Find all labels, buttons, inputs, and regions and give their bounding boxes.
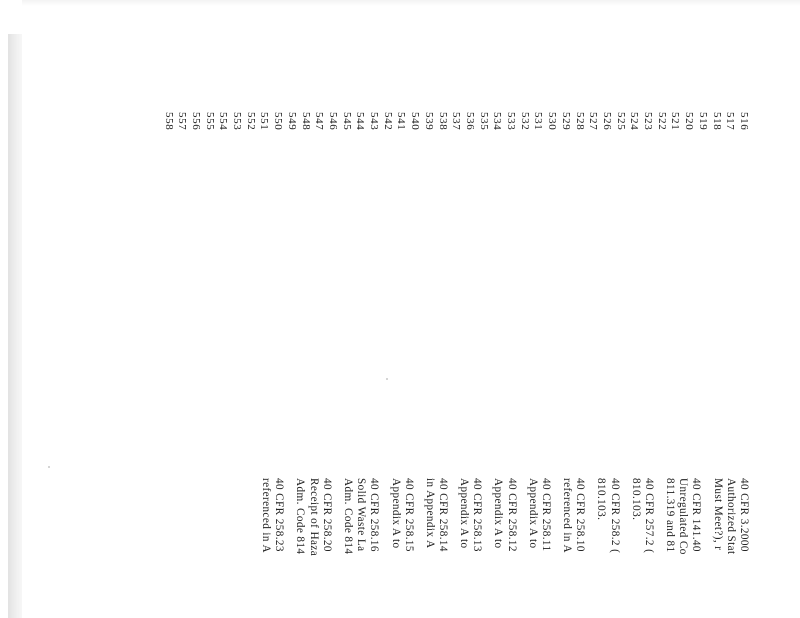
line-number: 549: [285, 112, 298, 131]
line-number: 522: [655, 112, 668, 131]
line-number: 520: [683, 112, 696, 131]
line-number: 536: [464, 112, 476, 131]
line-number: 526: [601, 112, 613, 131]
line-number: 543: [368, 112, 381, 131]
citation-line: 40 CFR 258.2 (: [608, 478, 621, 554]
line-number: 516: [738, 112, 750, 131]
line-number: 552: [244, 112, 257, 131]
citation-line: Appendix A to: [389, 478, 402, 549]
citation-line: 810.103.: [629, 478, 642, 521]
line-number: 532: [518, 112, 531, 131]
line-number: 547: [313, 112, 326, 131]
citation-line: 40 CFR 3.2000: [738, 478, 750, 552]
line-number: 530: [546, 112, 559, 131]
line-number: 548: [299, 112, 312, 131]
line-number: 527: [587, 112, 600, 131]
line-number: 550: [272, 112, 285, 131]
citation-line: Unregulated Co: [677, 478, 690, 555]
line-number: 541: [395, 112, 408, 131]
citation-line: Appendix A to: [526, 478, 539, 549]
citation-line: 40 CFR 258.11: [540, 478, 552, 552]
line-number: 555: [203, 112, 216, 131]
citation-line: Authorized Stat: [724, 478, 737, 555]
line-number: 523: [642, 112, 655, 131]
line-number: 553: [231, 112, 244, 131]
line-number: 533: [505, 112, 518, 131]
line-number: 529: [559, 112, 572, 131]
citation-line: 810.103.: [595, 478, 608, 521]
line-number: 528: [573, 112, 586, 131]
citation-line: Must Meet?), r: [711, 478, 724, 551]
line-number: 539: [422, 112, 435, 131]
line-number: 554: [217, 112, 230, 131]
citation-line: Appendix A to: [458, 478, 471, 549]
line-number: 545: [340, 112, 353, 131]
citation-line: referenced in A: [561, 478, 574, 553]
line-number: 534: [491, 112, 504, 131]
citation-line: 40 CFR 257.2 (: [642, 478, 655, 554]
line-number: 551: [258, 112, 271, 131]
line-number: 546: [327, 112, 339, 131]
citation-line: referenced in A: [260, 478, 273, 553]
line-number: 531: [532, 112, 545, 131]
line-number: 517: [724, 112, 737, 131]
line-number: 518: [710, 112, 723, 131]
line-number: 544: [354, 112, 367, 131]
citation-line: 40 CFR 258.14: [437, 478, 450, 552]
citation-line: Appendix A to: [492, 478, 505, 549]
citation-line: 40 CFR 258.10: [574, 478, 587, 552]
line-number: 557: [176, 112, 189, 131]
citation-line: 40 CFR 258.16: [368, 478, 381, 552]
line-number: 525: [614, 112, 627, 131]
citation-line: 40 CFR 141.40: [690, 478, 703, 552]
citation-line: Adm. Code 814: [294, 478, 307, 555]
line-number: 540: [409, 112, 422, 131]
line-number: 538: [436, 112, 449, 131]
citation-line: 40 CFR 258.23: [273, 478, 286, 552]
citation-line: Solid Waste La: [355, 478, 368, 552]
citation-line: 40 CFR 258.12: [505, 478, 518, 552]
line-number: 524: [628, 112, 641, 131]
line-number: 521: [669, 112, 682, 131]
citation-line: 811.319 and 81: [664, 478, 677, 553]
line-number: 519: [696, 112, 709, 131]
line-number: 542: [381, 112, 394, 131]
line-number: 558: [162, 112, 175, 131]
line-number: 537: [450, 112, 463, 131]
citation-line: 40 CFR 258.20: [320, 478, 333, 552]
citation-line: 40 CFR 258.13: [471, 478, 484, 552]
line-number: 535: [477, 112, 490, 131]
citation-line: Receipt of Haza: [307, 478, 320, 557]
line-number: 556: [190, 112, 202, 131]
citation-line: in Appendix A: [423, 478, 436, 549]
citation-line: Adm. Code 814: [342, 478, 354, 555]
citation-line: 40 CFR 258.15: [402, 478, 415, 552]
